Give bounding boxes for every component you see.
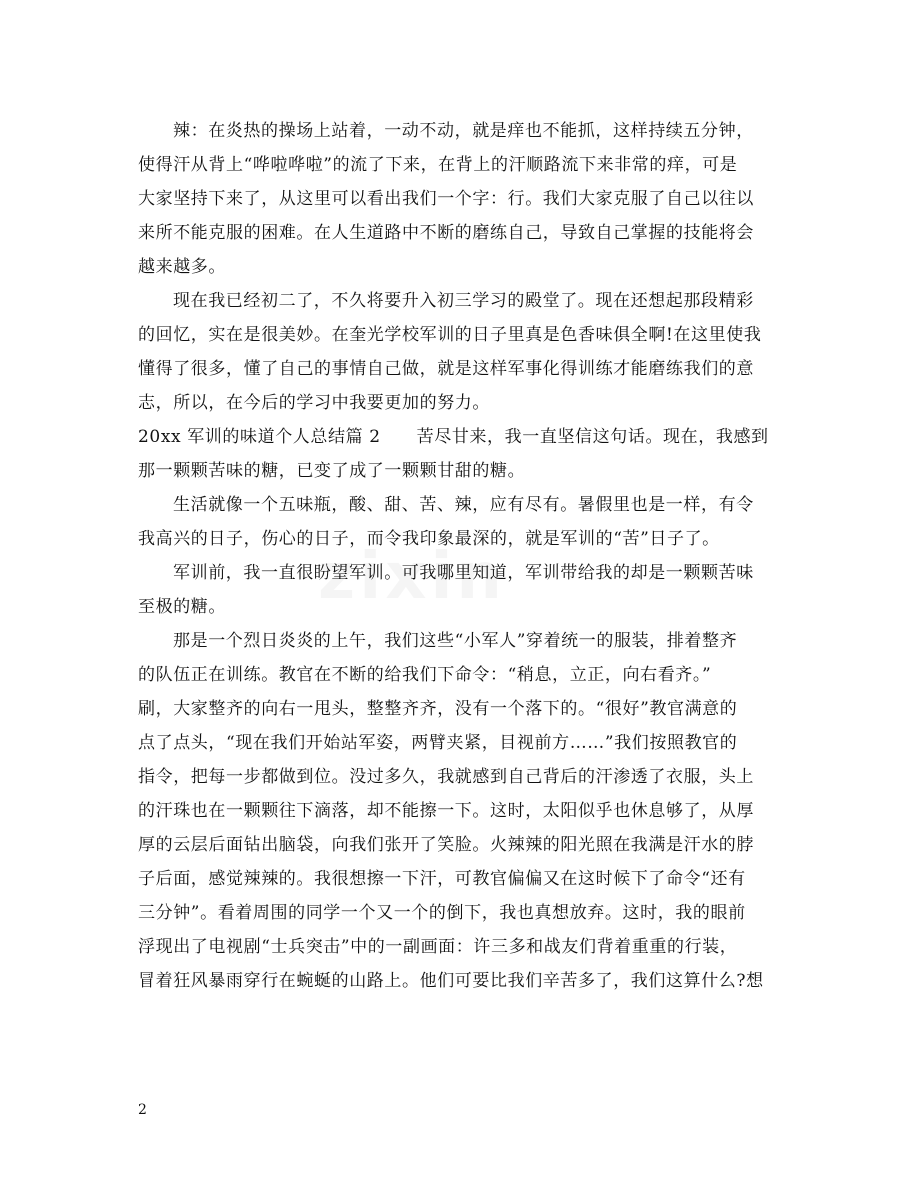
text-line: 来所不能克服的困难。在人生道路中不断的磨练自己，导致自己掌握的技能将会 bbox=[138, 223, 754, 243]
paragraph-3 bbox=[138, 420, 788, 488]
text-fragment: 苦尽甘来，我一直坚信这句话。现在，我感到 bbox=[416, 427, 769, 447]
text-line: 的队伍正在训练。教官在不断的给我们下命令：“稍息，立正，向右看齐。” bbox=[138, 665, 712, 685]
text-line: 生活就像一个五味瓶，酸、甜、苦、辣，应有尽有。暑假里也是一样，有令 bbox=[173, 495, 754, 515]
text-line: 刷，大家整齐的向右一甩头，整整齐齐，没有一个落下的。“很好”教官满意的 bbox=[138, 699, 738, 719]
text-line: 浮现出了电视剧“士兵突击”中的一副画面：许三多和战友们背着重重的行装， bbox=[138, 937, 738, 957]
text-line: 的汗珠也在一颗颗往下滴落，却不能擦一下。这时，太阳似乎也休息够了，从厚 bbox=[138, 801, 754, 821]
text-line: 子后面，感觉辣辣的。我很想擦一下汗，可教官偏偏又在这时候下了命令“还有 bbox=[138, 869, 746, 889]
text-line: 志，所以，在今后的学习中我要更加的努力。 bbox=[138, 393, 490, 413]
paragraph-2 bbox=[138, 284, 788, 420]
text-line: 点了点头，“现在我们开始站军姿，两臂夹紧，目视前方……”我们按照教官的 bbox=[138, 733, 738, 753]
section-heading: 20xx 军训的味道个人总结篇 2 bbox=[138, 427, 381, 447]
text-line: 冒着狂风暴雨穿行在蜿蜒的山路上。他们可要比我们辛苦多了，我们这算什么?想 bbox=[138, 971, 764, 991]
text-line: 军训前，我一直很盼望军训。可我哪里知道，军训带给我的却是一颗颗苦味 bbox=[173, 563, 754, 583]
text-line: 三分钟”。看着周围的同学一个又一个的倒下，我也真想放弃。这时，我的眼前 bbox=[138, 903, 746, 923]
page-number: 2 bbox=[138, 1102, 147, 1118]
paragraph-1 bbox=[138, 114, 788, 284]
text-line: 懂得了很多，懂了自己的事情自己做，就是这样军事化得训练才能磨练我们的意 bbox=[138, 359, 754, 379]
text-line: 越来越多。 bbox=[138, 257, 226, 277]
text-line: 现在我已经初二了，不久将要升入初三学习的殿堂了。现在还想起那段精彩 bbox=[173, 291, 754, 311]
paragraph-5 bbox=[138, 556, 788, 624]
text-line: 我高兴的日子，伤心的日子，而令我印象最深的，就是军训的“苦”日子了。 bbox=[138, 529, 720, 549]
text-line bbox=[138, 420, 788, 454]
text-line: 大家坚持下来了，从这里可以看出我们一个字：行。我们大家克服了自己以往以 bbox=[138, 189, 754, 209]
paragraph-4 bbox=[138, 488, 788, 556]
text-line: 至极的糖。 bbox=[138, 597, 226, 617]
document-body bbox=[138, 114, 788, 998]
text-line: 的回忆，实在是很美妙。在奎光学校军训的日子里真是色香味俱全啊!在这里使我 bbox=[138, 325, 762, 345]
text-line: 使得汗从背上“哗啦哗啦”的流了下来，在背上的汗顺路流下来非常的痒，可是 bbox=[138, 155, 738, 175]
text-line: 那是一个烈日炎炎的上午，我们这些“小军人”穿着统一的服装，排着整齐 bbox=[173, 631, 738, 651]
text-line: 辣：在炎热的操场上站着，一动不动，就是痒也不能抓，这样持续五分钟， bbox=[173, 121, 754, 141]
text-line: 厚的云层后面钻出脑袋，向我们张开了笑脸。火辣辣的阳光照在我满是汗水的脖 bbox=[138, 835, 754, 855]
text-line: 那一颗颗苦味的糖，已变了成了一颗颗甘甜的糖。 bbox=[138, 461, 526, 481]
paragraph-6 bbox=[138, 624, 788, 998]
text-line: 指令，把每一步都做到位。没过多久，我就感到自己背后的汗渗透了衣服，头上 bbox=[138, 767, 754, 787]
